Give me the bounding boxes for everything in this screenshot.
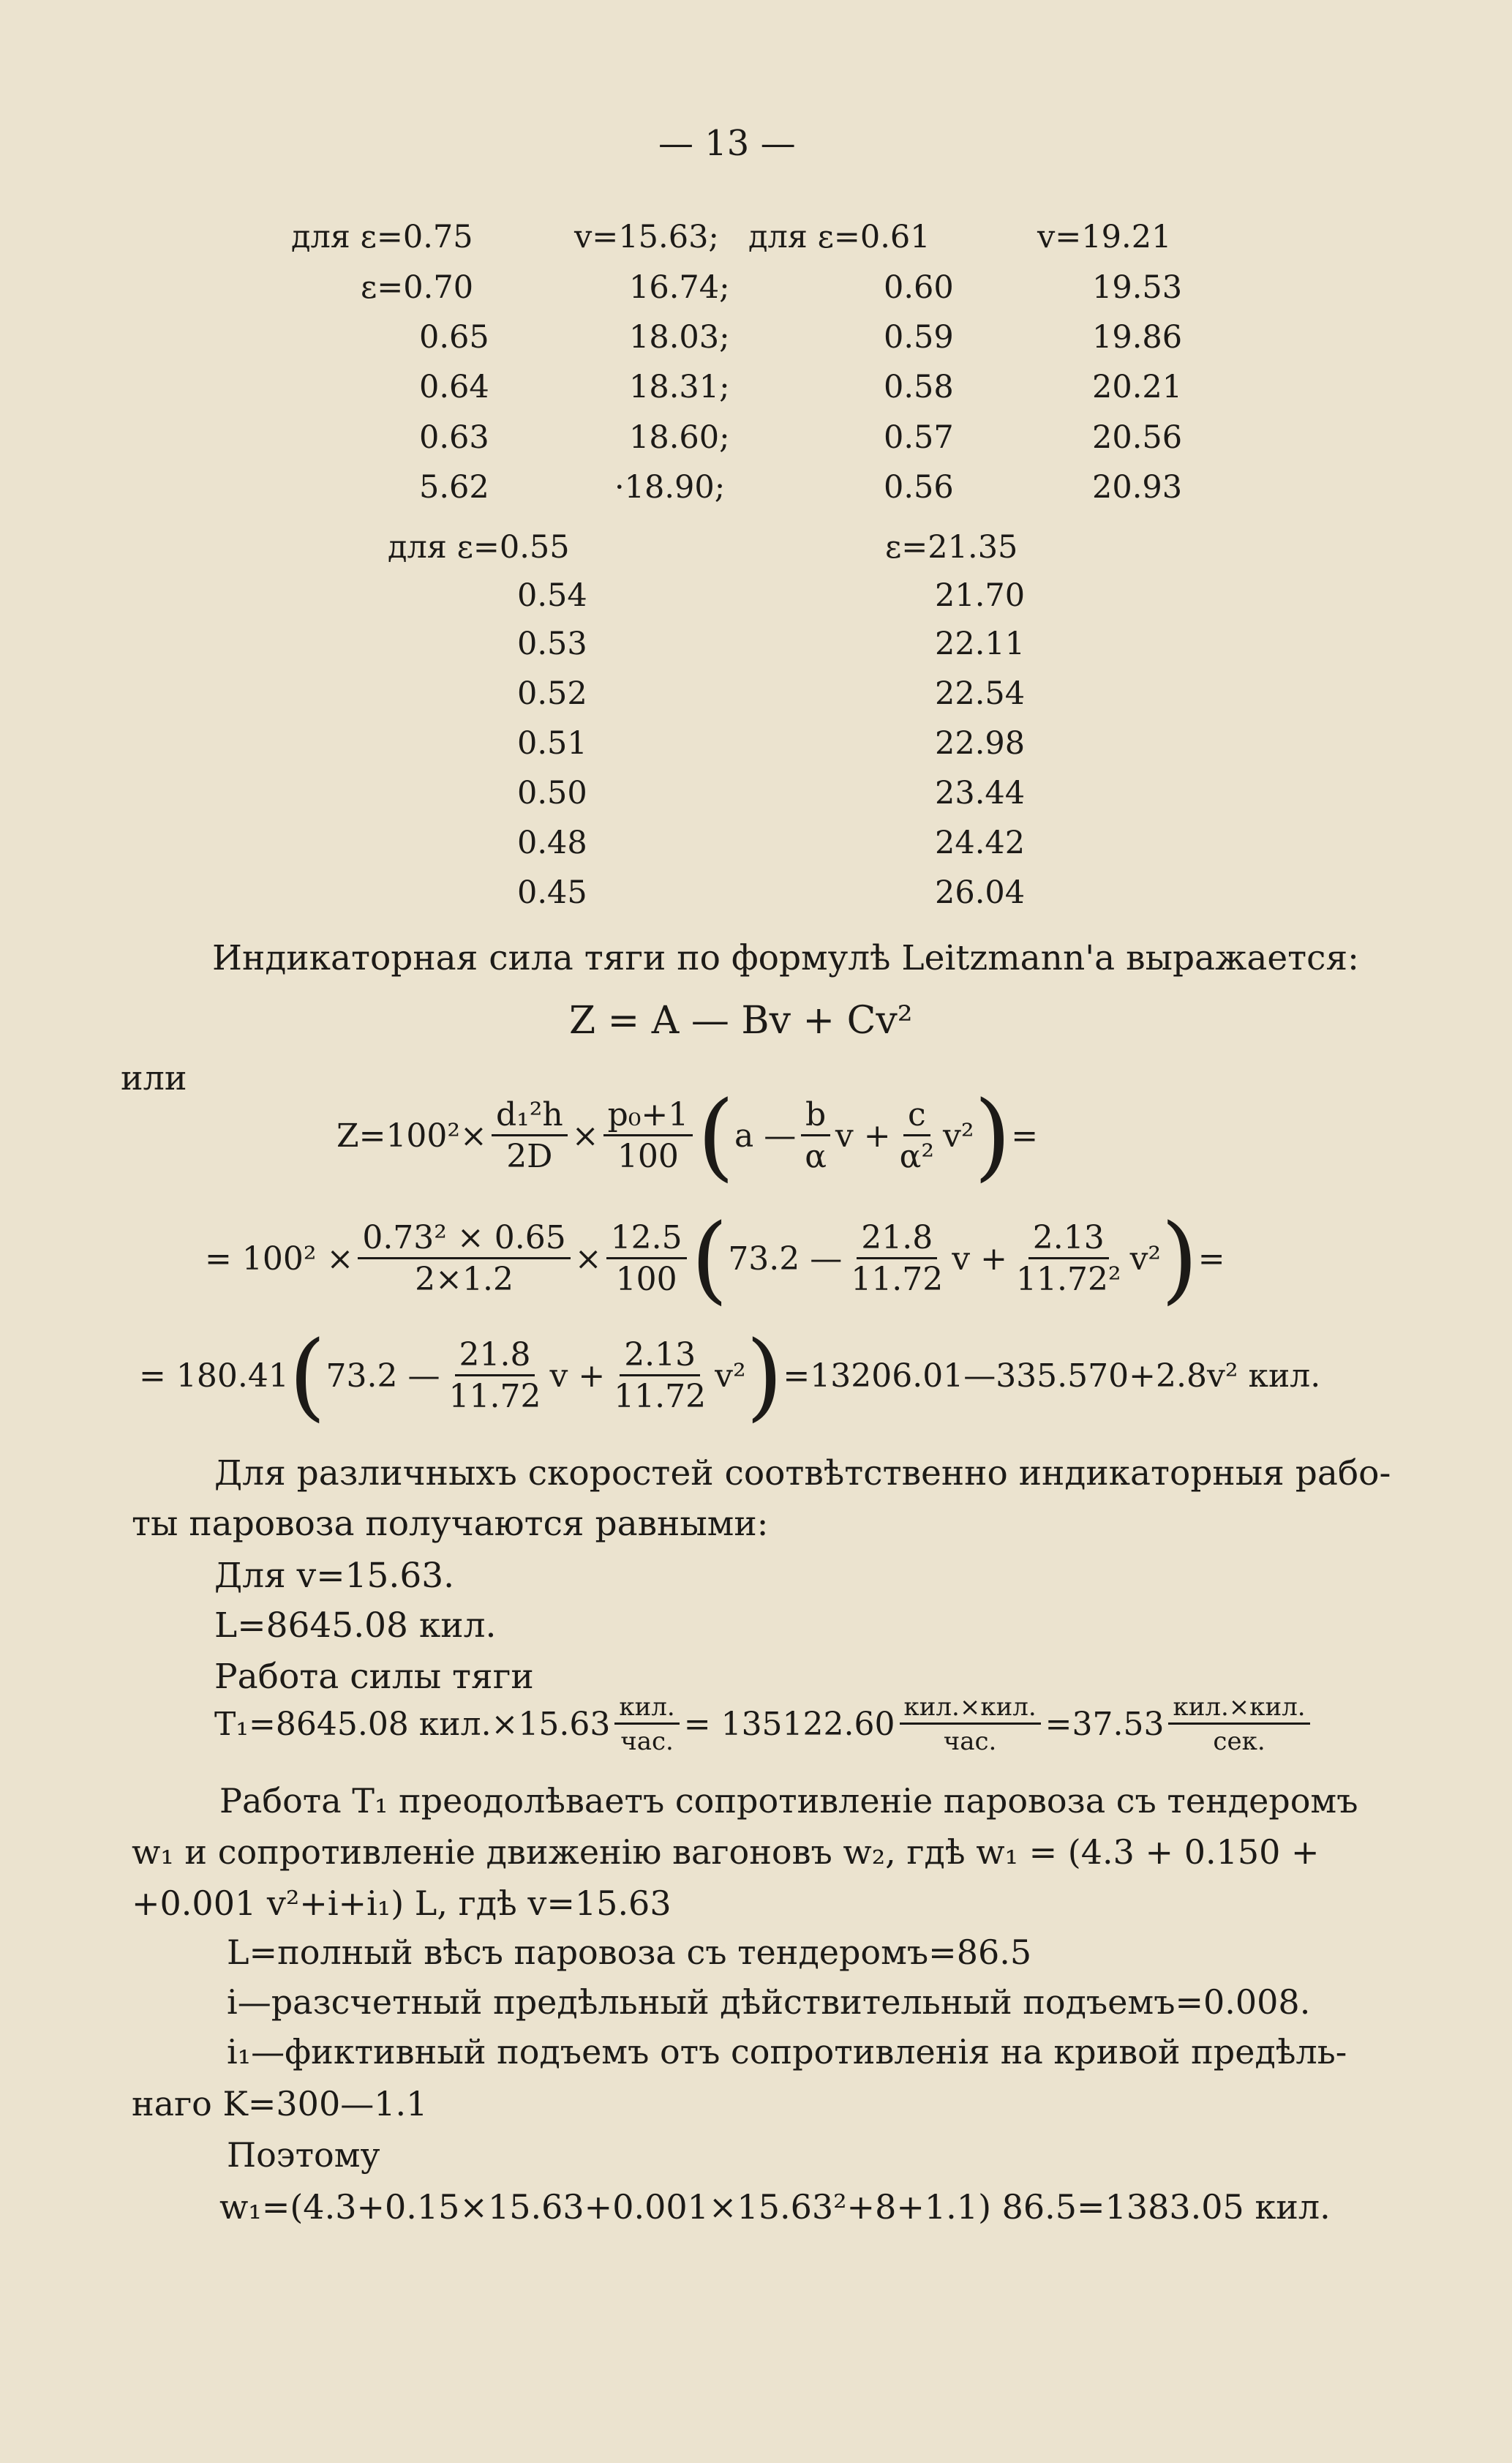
eq1-v: v + [835, 1117, 891, 1155]
table-row-value: ε=21.35 [885, 529, 1018, 566]
right-paren: ) [745, 1320, 783, 1431]
equation-t1 [214, 1692, 1314, 1756]
eq2-fraction-2 [606, 1218, 687, 1298]
line-w1-result: w₁=(4.3+0.15×15.63+0.001×15.63²+8+1.1) 86.5=1383.05 кил. [219, 2187, 1331, 2227]
eq3-fraction-2 [609, 1335, 710, 1415]
eq2-equals: = [1197, 1240, 1225, 1278]
t1-f1-numerator: кил. [614, 1695, 679, 1725]
eq1-f1-denominator: 2D [506, 1137, 553, 1175]
eq1-f4-denominator: α² [899, 1137, 934, 1175]
eq2-f1-denominator: 2×1.2 [415, 1260, 514, 1298]
table-row-label: 0.57 [884, 419, 954, 456]
paragraph-leitzmann: Индикаторная сила тяги по формулѣ Leitzmann'а выражается: [212, 938, 1359, 978]
eq2-v: v + [952, 1240, 1007, 1278]
paragraph-t1-line-1: Работа T₁ преодолѣваетъ сопротивленіе паровоза съ тендеромъ [219, 1781, 1358, 1821]
eq2-f1-numerator: 0.73² × 0.65 [358, 1222, 570, 1259]
paragraph-speeds-line-1: Для различныхъ скоростей соотвѣтственно индикаторныя рабо- [214, 1453, 1391, 1493]
table-row-label: для ε=0.75 [291, 219, 473, 255]
eq1-f3-denominator: α [805, 1137, 827, 1175]
eq3-f4-denominator: 11.72 [614, 1377, 707, 1415]
table-row-value: 18.60; [629, 419, 730, 456]
t1-fraction-1 [614, 1692, 679, 1756]
t1-fraction-3 [1168, 1692, 1309, 1756]
equation-3 [139, 1320, 1321, 1431]
table-row-value: 21.70 [935, 577, 1026, 614]
table-row-label: ε=0.70 [361, 269, 474, 306]
table-row-value: 20.56 [1092, 419, 1183, 456]
t1-f2-denominator: час. [943, 1727, 997, 1756]
eq1-f1-numerator: d₁²h [492, 1099, 568, 1136]
table-row-label: 5.62 [419, 469, 489, 506]
table-row-value: 22.98 [935, 725, 1026, 762]
eq1-fraction-1 [492, 1095, 568, 1175]
table-row-value: 20.21 [1092, 369, 1183, 405]
table-row-label: 0.60 [884, 269, 954, 306]
eq2-times: × [574, 1240, 602, 1278]
line-fictitious-grade-2: наго K=300—1.1 [132, 2084, 428, 2123]
table-row-value: 22.54 [935, 675, 1026, 712]
left-paren: ( [697, 1080, 734, 1191]
eq1-fraction-4 [895, 1095, 939, 1175]
table-row-value: v=15.63; [574, 219, 719, 255]
line-therefore: Поэтому [227, 2135, 380, 2175]
eq2-a: 73.2 — [728, 1240, 843, 1278]
eq2-f2-numerator: 12.5 [606, 1222, 687, 1259]
paragraph-speeds-line-2: ты паровоза получаются равными: [132, 1504, 769, 1544]
eq2-f2-denominator: 100 [615, 1260, 677, 1298]
eq2-v2: v² [1129, 1240, 1162, 1278]
formula-z: Z = A — Bv + Cv² [569, 999, 913, 1043]
eq1-times: × [571, 1117, 599, 1155]
equation-2 [205, 1203, 1225, 1314]
table-row-value: 16.74; [629, 269, 730, 306]
eq3-f3-numerator: 21.8 [455, 1339, 535, 1376]
line-speed: Для v=15.63. [214, 1556, 455, 1596]
line-full-weight: L=полный вѣсъ паровоза съ тендеромъ=86.5 [227, 1932, 1032, 1972]
eq3-lhs: = 180.41 [139, 1357, 289, 1395]
table-row-label: 0.63 [419, 419, 489, 456]
eq2-f4-denominator: 11.72² [1015, 1260, 1121, 1298]
table-row-label: 0.54 [517, 577, 587, 614]
line-weight-L: L=8645.08 кил. [214, 1605, 497, 1646]
table-row-label: 0.48 [517, 825, 587, 861]
line-design-grade: i—разсчетный предѣльный дѣйствительный подъемъ=0.008. [227, 1982, 1311, 2022]
table-row-value: 26.04 [935, 874, 1026, 911]
eq3-v: v + [549, 1357, 606, 1395]
table-row-label: 0.51 [517, 725, 587, 762]
table-row-value: ·18.90; [614, 469, 726, 506]
eq1-v2: v² [943, 1117, 974, 1155]
t1-f3-denominator: сек. [1213, 1727, 1265, 1756]
t1-f2-numerator: кил.×кил. [900, 1695, 1041, 1725]
right-paren: ) [974, 1080, 1012, 1191]
left-paren: ( [288, 1320, 326, 1431]
eq2-fraction-1 [358, 1218, 570, 1298]
table-row-value: 22.11 [935, 626, 1026, 662]
t1-mid2: =37.53 [1045, 1706, 1165, 1743]
t1-f3-numerator: кил.×кил. [1168, 1695, 1309, 1725]
table-row-label: 0.59 [884, 319, 954, 356]
eq3-rhs: =13206.01—335.570+2.8v² кил. [783, 1357, 1321, 1395]
eq2-f3-denominator: 11.72 [851, 1260, 944, 1298]
eq2-fraction-4 [1012, 1218, 1126, 1298]
table-row-value: 20.93 [1092, 469, 1183, 506]
eq1-f2-denominator: 100 [617, 1137, 679, 1175]
eq1-fraction-2 [603, 1095, 693, 1175]
line-work-title: Работа силы тяги [214, 1657, 534, 1697]
table-row-value: 19.86 [1092, 319, 1183, 356]
table-row-value: 18.03; [629, 319, 730, 356]
eq1-f2-numerator: p₀+1 [603, 1099, 693, 1136]
table-row-value: 18.31; [629, 369, 730, 405]
table-row-label: 0.50 [517, 775, 587, 811]
line-fictitious-grade-1: i₁—фиктивный подъемъ отъ сопротивленія на кривой предѣль- [227, 2032, 1347, 2072]
eq2-f3-numerator: 21.8 [857, 1222, 937, 1259]
eq2-fraction-3 [846, 1218, 947, 1298]
table-row-label: 0.58 [884, 369, 954, 405]
paragraph-t1-line-2: w₁ и сопротивленіе движенію вагоновъ w₂, гдѣ w₁ = (4.3 + 0.150 + [132, 1832, 1320, 1872]
left-paren: ( [691, 1203, 729, 1314]
eq1-f4-numerator: c [903, 1099, 930, 1136]
eq3-a: 73.2 — [326, 1357, 440, 1395]
eq3-v2: v² [715, 1357, 746, 1395]
table-row-label: для ε=0.61 [748, 219, 930, 255]
table-row-label: 0.65 [419, 319, 489, 356]
right-paren: ) [1161, 1203, 1198, 1314]
eq1-equals: = [1011, 1117, 1039, 1155]
page-number: — 13 — [658, 123, 796, 164]
eq3-f3-denominator: 11.72 [448, 1377, 541, 1415]
eq3-f4-numerator: 2.13 [620, 1339, 700, 1376]
word-or: или [121, 1058, 187, 1098]
eq1-lhs: Z=100²× [336, 1117, 487, 1155]
table-row-value: 23.44 [935, 775, 1026, 811]
eq1-a: a — [734, 1117, 797, 1155]
table-row-label: для ε=0.55 [388, 529, 570, 566]
t1-lhs: T₁=8645.08 кил.×15.63 [214, 1706, 611, 1743]
table-row-label: 0.53 [517, 626, 587, 662]
table-row-label: 0.45 [517, 874, 587, 911]
eq3-fraction-1 [445, 1335, 546, 1415]
table-row-label: 0.56 [884, 469, 954, 506]
t1-fraction-2 [900, 1692, 1041, 1756]
t1-f1-denominator: час. [620, 1727, 674, 1756]
paragraph-t1-line-3: +0.001 v²+i+i₁) L, гдѣ v=15.63 [132, 1883, 672, 1923]
t1-mid: = 135122.60 [683, 1706, 895, 1743]
eq1-fraction-3 [800, 1095, 831, 1175]
table-row-label: 0.64 [419, 369, 489, 405]
table-row-value: 24.42 [935, 825, 1026, 861]
eq2-lhs: = 100² × [205, 1240, 354, 1278]
equation-1 [336, 1080, 1039, 1191]
table-row-value: 19.53 [1092, 269, 1183, 306]
eq2-f4-numerator: 2.13 [1028, 1222, 1109, 1259]
eq1-f3-numerator: b [801, 1099, 830, 1136]
table-row-value: v=19.21 [1037, 219, 1172, 255]
table-row-label: 0.52 [517, 675, 587, 712]
